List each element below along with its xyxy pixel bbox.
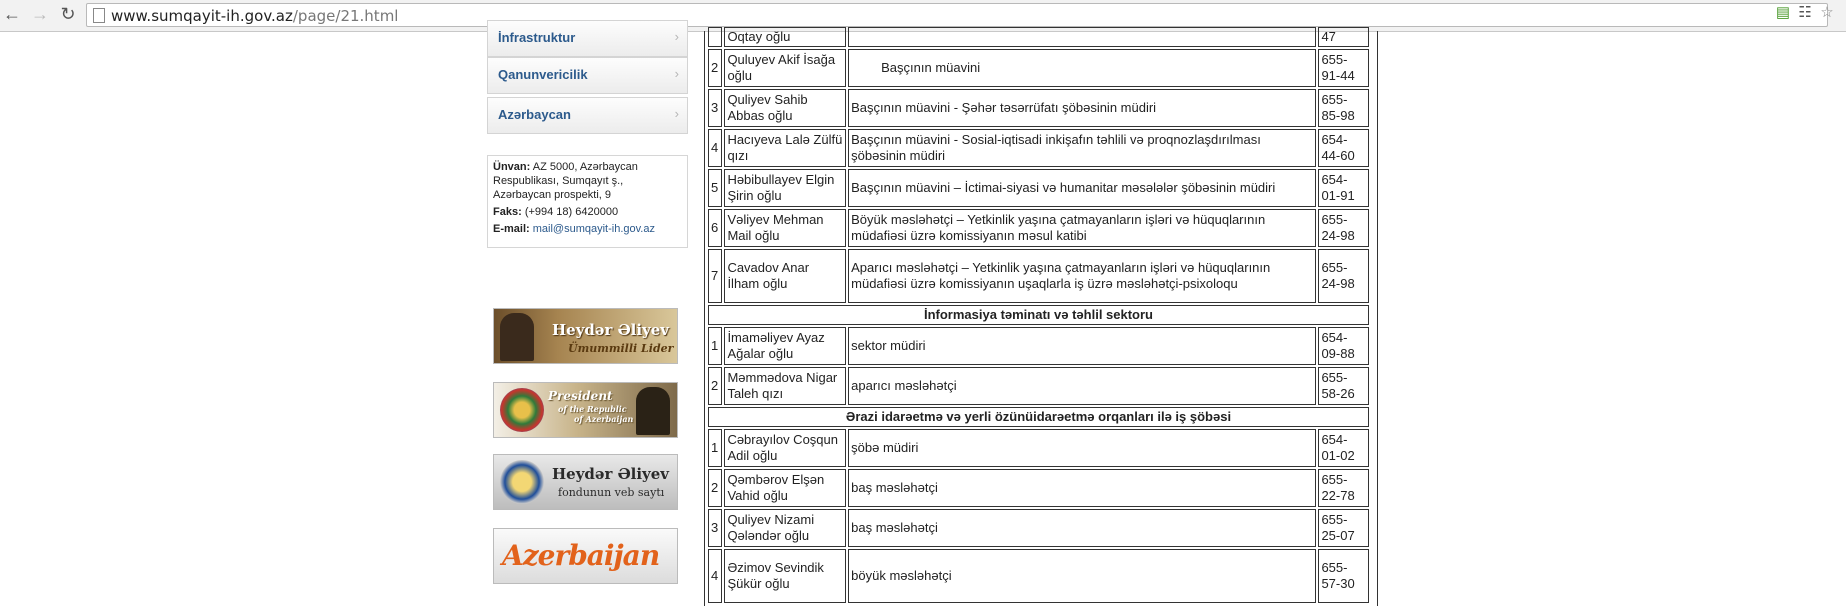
menu-item-qanunvericilik[interactable]: [487, 57, 688, 94]
cell-name: Quliyev Nizami Qələndər oğlu: [724, 509, 846, 547]
cell-number: 7: [708, 249, 722, 303]
cell-name: Əzimov Sevindik Şükür oğlu: [724, 549, 846, 603]
staff-table: [706, 25, 1371, 605]
menu-item-label: Qanunvericilik: [498, 67, 588, 82]
azerbaijan-logo: Azerbaijan: [502, 539, 660, 572]
table-row: [708, 469, 1369, 507]
cell-name: Vəliyev Mehman Mail oğlu: [724, 209, 846, 247]
cell-name: Oqtay oğlu: [724, 27, 846, 47]
cell-number: 1: [708, 327, 722, 365]
cell-number: 5: [708, 169, 722, 207]
content-border-right: [1377, 31, 1378, 606]
page-icon: [93, 8, 105, 23]
cell-position: baş məsləhətçi: [848, 469, 1316, 507]
cell-position: Başçının müavini - Sosial-iqtisadi inkişafın təhlili və proqnozlaşdırılması şöbəsinin müdiri: [848, 129, 1316, 167]
cell-number: 2: [708, 367, 722, 405]
cell-tel: 655-24-98: [1318, 249, 1369, 303]
contact-info: [487, 155, 688, 248]
cell-name: Cəbrayılov Coşqun Adil oğlu: [724, 429, 846, 467]
table-row: [708, 209, 1369, 247]
cell-tel: 654-01-02: [1318, 429, 1369, 467]
cell-name: Həbibullayev Elgin Şirin oğlu: [724, 169, 846, 207]
email-link[interactable]: mail@sumqayit-ih.gov.az: [532, 223, 655, 235]
url-text[interactable]: [111, 7, 398, 25]
table-row: [708, 49, 1369, 87]
extension-icon[interactable]: ▤: [1775, 4, 1791, 21]
back-arrow-icon[interactable]: ←: [3, 4, 21, 24]
menu-item-azerbaycan[interactable]: [487, 97, 688, 134]
president-banner[interactable]: [493, 382, 678, 438]
cell-name: Qəmbərov Elşən Vahid oğlu: [724, 469, 846, 507]
cell-position: aparıcı məsləhətçi: [848, 367, 1316, 405]
translate-icon[interactable]: ☷: [1798, 4, 1812, 21]
banner-title: Heydər Əliyev: [552, 465, 670, 483]
banner-azerbaijan: of Azerbaijan: [574, 414, 634, 424]
emblem-icon: [500, 388, 544, 432]
cell-name: Quliyev Sahib Abbas oğlu: [724, 89, 846, 127]
fund-emblem-icon: [500, 460, 544, 504]
section-header-row: [708, 305, 1369, 325]
heydar-aliyev-banner[interactable]: [493, 308, 678, 364]
cell-tel: 654-01-91: [1318, 169, 1369, 207]
portrait-image: [636, 387, 670, 435]
cell-tel: 655-85-98: [1318, 89, 1369, 127]
cell-number: 3: [708, 89, 722, 127]
cell-number: 6: [708, 209, 722, 247]
menu-item-label: İnfrastruktur: [498, 30, 576, 45]
bookmark-star-icon[interactable]: ☆: [1820, 4, 1834, 21]
table-row: [708, 509, 1369, 547]
menu-item-infrastruktur[interactable]: [487, 20, 688, 57]
banner-president: President: [548, 389, 613, 403]
chevron-right-icon: ›: [674, 29, 679, 44]
cell-tel: 654-44-60: [1318, 129, 1369, 167]
cell-position: sektor müdiri: [848, 327, 1316, 365]
cell-number: 4: [708, 549, 722, 603]
url-host: www.sumqayit-ih.gov.az: [111, 7, 293, 25]
chevron-right-icon: ›: [674, 106, 679, 121]
table-row: [708, 327, 1369, 365]
cell-position: Aparıcı məsləhətçi – Yetkinlik yaşına çatmayanların işləri və hüquqlarının müdafiəsi üzrə komissiyanın uşaqlarla iş üzrə məsləhətçi-psixoloqu: [848, 249, 1316, 303]
cell-tel: 655-25-07: [1318, 509, 1369, 547]
cell-name: İmaməliyev Ayaz Ağalar oğlu: [724, 327, 846, 365]
chevron-right-icon: ›: [674, 66, 679, 81]
table-row: [708, 27, 1369, 47]
section-title: Ərazi idarəetmə və yerli özünüidarəetmə orqanları ilə iş şöbəsi: [708, 407, 1369, 427]
cell-position: Başçının müavini: [848, 49, 1316, 87]
cell-tel: 655-24-98: [1318, 209, 1369, 247]
cell-name: Hacıyeva Lalə Zülfü qızı: [724, 129, 846, 167]
heydar-aliyev-fund-banner[interactable]: [493, 454, 678, 510]
cell-tel: 654-09-88: [1318, 327, 1369, 365]
table-row: [708, 169, 1369, 207]
table-row: [708, 367, 1369, 405]
banner-republic: of the Republic: [558, 404, 627, 414]
banner-subtitle: Ümummilli Lider: [568, 342, 674, 355]
cell-position: böyük məsləhətçi: [848, 549, 1316, 603]
cell-number: 3: [708, 509, 722, 547]
fax-line: Faks: (+994 18) 6420000: [493, 206, 619, 218]
cell-position: Böyük məsləhətçi – Yetkinlik yaşına çatmayanların işləri və hüquqlarının müdafiəsi üzrə komissiyanın məsul katibi: [848, 209, 1316, 247]
portrait-image: [500, 313, 534, 361]
table-row: [708, 429, 1369, 467]
table-row: [708, 129, 1369, 167]
azerbaijan-banner[interactable]: [493, 528, 678, 584]
table-row: [708, 549, 1369, 603]
cell-number: 2: [708, 49, 722, 87]
address-bar[interactable]: [86, 3, 1828, 27]
cell-name: Cavadov Anar İlham oğlu: [724, 249, 846, 303]
menu-item-label: Azərbaycan: [498, 107, 571, 122]
forward-arrow-icon[interactable]: →: [31, 4, 49, 24]
table-row: [708, 249, 1369, 303]
cell-position: Başçının müavini – İctimai-siyasi və humanitar məsələlər şöbəsinin müdiri: [848, 169, 1316, 207]
cell-name: Quluyev Akif İsağa oğlu: [724, 49, 846, 87]
cell-tel: 655-22-78: [1318, 469, 1369, 507]
cell-number: 2: [708, 469, 722, 507]
cell-tel: 655-91-44: [1318, 49, 1369, 87]
cell-number: 4: [708, 129, 722, 167]
table-row: [708, 89, 1369, 127]
email-line: E-mail: mail@sumqayit-ih.gov.az: [493, 223, 655, 235]
banner-subtitle: fondunun veb saytı: [558, 486, 665, 499]
banner-title: Heydər Əliyev: [552, 321, 670, 339]
reload-icon[interactable]: ↻: [60, 4, 76, 24]
cell-tel: 655-57-30: [1318, 549, 1369, 603]
content-border-left: [704, 31, 705, 606]
cell-name: Məmmədova Nigar Taleh qızı: [724, 367, 846, 405]
cell-tel: 655-58-26: [1318, 367, 1369, 405]
cell-position: şöbə müdiri: [848, 429, 1316, 467]
cell-position: Başçının müavini - Şəhər təsərrüfatı şöbəsinin müdiri: [848, 89, 1316, 127]
cell-tel: 47: [1318, 27, 1369, 47]
section-header-row: [708, 407, 1369, 427]
url-path: /page/21.html: [292, 7, 399, 25]
section-title: İnformasiya təminatı və təhlil sektoru: [708, 305, 1369, 325]
cell-number: 1: [708, 429, 722, 467]
cell-position: baş məsləhətçi: [848, 509, 1316, 547]
address-line: Ünvan: AZ 5000, Azərbaycan Respublikası, Sumqayıt ş., Azərbaycan prospekti, 9: [493, 161, 638, 201]
